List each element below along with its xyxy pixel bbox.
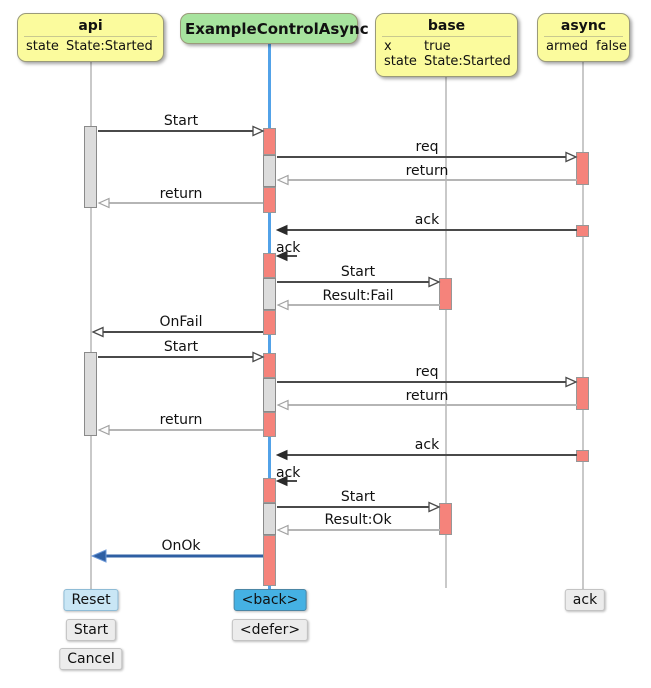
state-row — [376, 39, 517, 54]
participant-title: async — [560, 18, 607, 34]
state-key: x — [384, 39, 392, 54]
participant-title: base — [427, 18, 466, 34]
message-label: req — [415, 139, 439, 155]
start-button[interactable]: Start — [66, 619, 116, 641]
message-label: ack — [276, 465, 301, 481]
participant-title: api — [78, 18, 103, 34]
state-value: false — [596, 39, 627, 54]
divider — [382, 36, 511, 37]
message-label: return — [405, 388, 449, 404]
message-label: Start — [163, 113, 199, 129]
participant-box-api — [17, 13, 164, 62]
defer-button[interactable]: <defer> — [232, 619, 308, 641]
state-value: State:Started — [424, 54, 511, 69]
state-key: state — [26, 39, 59, 54]
message-label: Result:Ok — [324, 512, 392, 528]
participant-box-examplecontrolasync — [180, 13, 369, 44]
reset-button[interactable]: Reset — [63, 589, 118, 611]
state-value: State:Started — [66, 39, 153, 54]
state-value: true — [424, 39, 451, 54]
message-label: Start — [340, 489, 376, 505]
message-label: OnOk — [161, 538, 201, 554]
state-key: armed — [546, 39, 588, 54]
ack-button[interactable]: ack — [565, 589, 605, 611]
participant-box-base — [375, 13, 518, 77]
state-row — [538, 39, 629, 54]
state-row — [18, 39, 163, 54]
back-button[interactable]: <back> — [234, 589, 307, 611]
message-label: OnFail — [159, 314, 203, 330]
message-label: Start — [163, 339, 199, 355]
message-label: return — [159, 186, 203, 202]
message-label: ack — [414, 437, 440, 453]
divider — [24, 36, 157, 37]
message-label: return — [405, 163, 449, 179]
message-label: req — [415, 364, 439, 380]
participant-box-async — [537, 13, 630, 62]
message-label: Start — [340, 264, 376, 280]
message-label: ack — [414, 212, 440, 228]
message-label: return — [159, 412, 203, 428]
state-key: state — [384, 54, 417, 69]
state-row — [376, 54, 517, 69]
participant-title: ExampleControlAsync — [185, 20, 369, 38]
cancel-button[interactable]: Cancel — [59, 648, 122, 670]
message-label: ack — [276, 240, 301, 256]
divider — [544, 36, 623, 37]
message-label: Result:Fail — [322, 288, 394, 304]
